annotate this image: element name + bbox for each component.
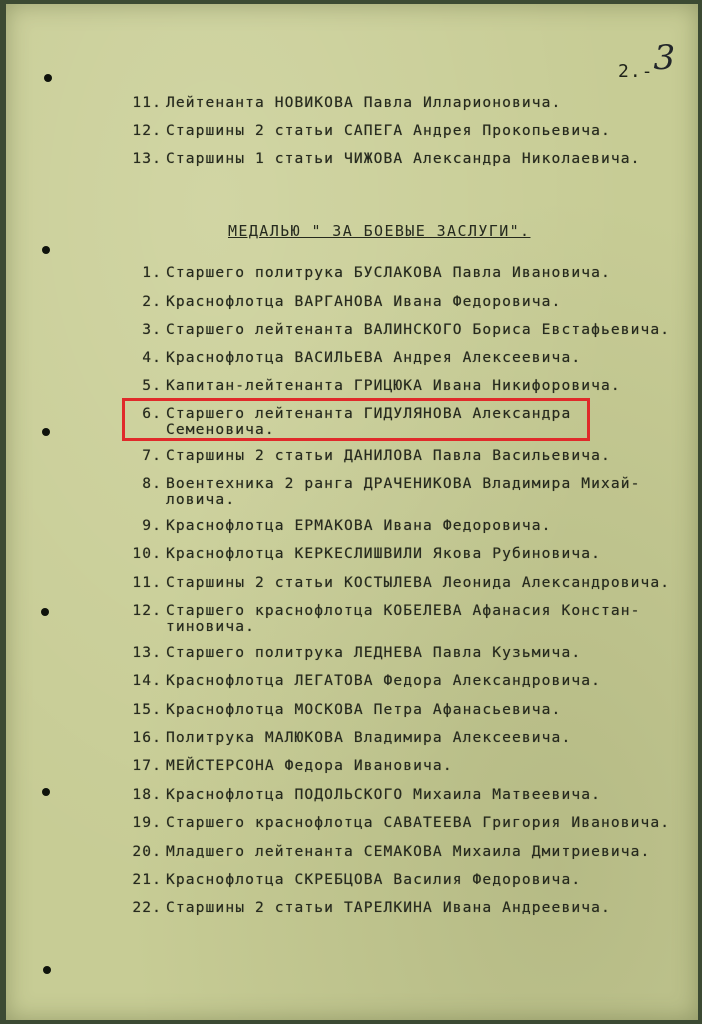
entry-number: 11. (132, 94, 162, 111)
entry-text: Младшего лейтенанта СЕМАКОВА Михаила Дмитриевича. (166, 843, 651, 860)
entry-line (142, 377, 621, 394)
entry-text: Краснофлотца ПОДОЛЬСКОГО Михаила Матвеевича. (166, 786, 601, 803)
entry-line (132, 843, 651, 860)
entry-line (132, 701, 562, 718)
highlight-box (122, 398, 590, 441)
entry-text: Краснофлотца МОСКОВА Петра Афанасьевича. (166, 701, 562, 718)
entry-line (142, 349, 582, 366)
binding-hole (44, 74, 52, 82)
entry-number: 8. (142, 475, 162, 492)
entry-number: 17. (132, 757, 162, 774)
entry-number: 13. (132, 644, 162, 661)
entry-text: Старшего политрука БУСЛАКОВА Павла Ивановича. (166, 264, 611, 281)
entry-text: Лейтенанта НОВИКОВА Павла Илларионовича. (166, 94, 562, 111)
binding-hole (43, 966, 51, 974)
entry-line (132, 672, 601, 689)
entry-number: 9. (142, 517, 162, 534)
entry-number: 13. (132, 150, 162, 167)
entry-text: Старшины 2 статьи ТАРЕЛКИНА Ивана Андреевича. (166, 899, 611, 916)
entry-line (132, 814, 671, 831)
entry-text: Старшины 2 статьи САПЕГА Андрея Прокопьевича. (166, 122, 611, 139)
entry-text: Старшины 1 статьи ЧИЖОВА Александра Николаевича. (166, 150, 641, 167)
binding-hole (41, 608, 49, 616)
entry-number: 14. (132, 672, 162, 689)
entry-line (132, 574, 671, 591)
entry-line (132, 644, 582, 661)
entry-text: Краснофлотца КЕРКЕСЛИШВИЛИ Якова Рубиновича. (166, 545, 601, 562)
entry-number: 7. (142, 447, 162, 464)
entry-line (132, 729, 572, 746)
binding-hole (42, 428, 50, 436)
document-page (6, 4, 698, 1020)
entry-text: Капитан-лейтенанта ГРИЦЮКА Ивана Никифоровича. (166, 377, 621, 394)
entry-text: Старшего политрука ЛЕДНЕВА Павла Кузьмича. (166, 644, 582, 661)
entry-number: 12. (132, 122, 162, 139)
entry-number: 12. (132, 602, 162, 619)
entry-text: Краснофлотца ВАСИЛЬЕВА Андрея Алексеевича. (166, 349, 582, 366)
entry-number: 4. (142, 349, 162, 366)
page-number-handwritten: 3 (653, 38, 677, 78)
entry-text: МЕЙСТЕРСОНА Федора Ивановича. (166, 757, 453, 774)
entry-number: 22. (132, 899, 162, 916)
entry-line (166, 618, 255, 635)
entry-number: 5. (142, 377, 162, 394)
entry-text: Старшего лейтенанта ГИДУЛЯНОВА Александра (166, 405, 572, 422)
entry-number: 6. (142, 405, 162, 422)
entry-number: 18. (132, 786, 162, 803)
entry-text: Краснофлотца СКРЕБЦОВА Василия Федоровича. (166, 871, 582, 888)
entry-line (142, 293, 562, 310)
entry-text: Старшего лейтенанта ВАЛИНСКОГО Бориса Евстафьевича. (166, 321, 671, 338)
section-heading: МЕДАЛЬЮ " ЗА БОЕВЫЕ ЗАСЛУГИ". (228, 222, 531, 240)
entry-line (132, 757, 453, 774)
entry-line (142, 517, 552, 534)
binding-hole (42, 246, 50, 254)
entry-text: тиновича. (166, 618, 255, 635)
entry-line (132, 150, 641, 167)
entry-text: Краснофлотца ЕРМАКОВА Ивана Федоровича. (166, 517, 552, 534)
entry-number: 20. (132, 843, 162, 860)
entry-number: 19. (132, 814, 162, 831)
entry-number: 1. (142, 264, 162, 281)
page-number (618, 38, 677, 86)
entry-line (132, 94, 562, 111)
entry-text: Старшего краснофлотца САВАТЕЕВА Григория Ивановича. (166, 814, 671, 831)
entry-number: 21. (132, 871, 162, 888)
entry-number: 16. (132, 729, 162, 746)
page-number-prefix: 2.- (618, 61, 654, 82)
entry-line (142, 447, 611, 464)
entry-text: Политрука МАЛЮКОВА Владимира Алексеевича. (166, 729, 572, 746)
entry-line (166, 491, 235, 508)
entry-text: Семеновича. (166, 421, 275, 438)
entry-line (132, 871, 582, 888)
entry-text: Старшего краснофлотца КОБЕЛЕВА Афанасия Констан- (166, 602, 641, 619)
entry-text: Старшины 2 статьи ДАНИЛОВА Павла Васильевича. (166, 447, 611, 464)
entry-text: Краснофлотца ЛЕГАТОВА Федора Александровича. (166, 672, 601, 689)
entry-text: Воентехника 2 ранга ДРАЧЕНИКОВА Владимира Михай- (166, 475, 641, 492)
entry-line (132, 786, 601, 803)
entry-number: 3. (142, 321, 162, 338)
entry-number: 10. (132, 545, 162, 562)
entry-line (142, 264, 611, 281)
entry-line (142, 475, 641, 492)
entry-number: 2. (142, 293, 162, 310)
binding-hole (42, 788, 50, 796)
entry-line (132, 899, 611, 916)
entry-line (142, 321, 671, 338)
entry-number: 15. (132, 701, 162, 718)
entry-line (132, 545, 601, 562)
entry-text: Краснофлотца ВАРГАНОВА Ивана Федоровича. (166, 293, 562, 310)
entry-number: 11. (132, 574, 162, 591)
entry-line (132, 602, 641, 619)
entry-line (132, 122, 611, 139)
entry-text: Старшины 2 статьи КОСТЫЛЕВА Леонида Александровича. (166, 574, 671, 591)
entry-text: ловича. (166, 491, 236, 508)
